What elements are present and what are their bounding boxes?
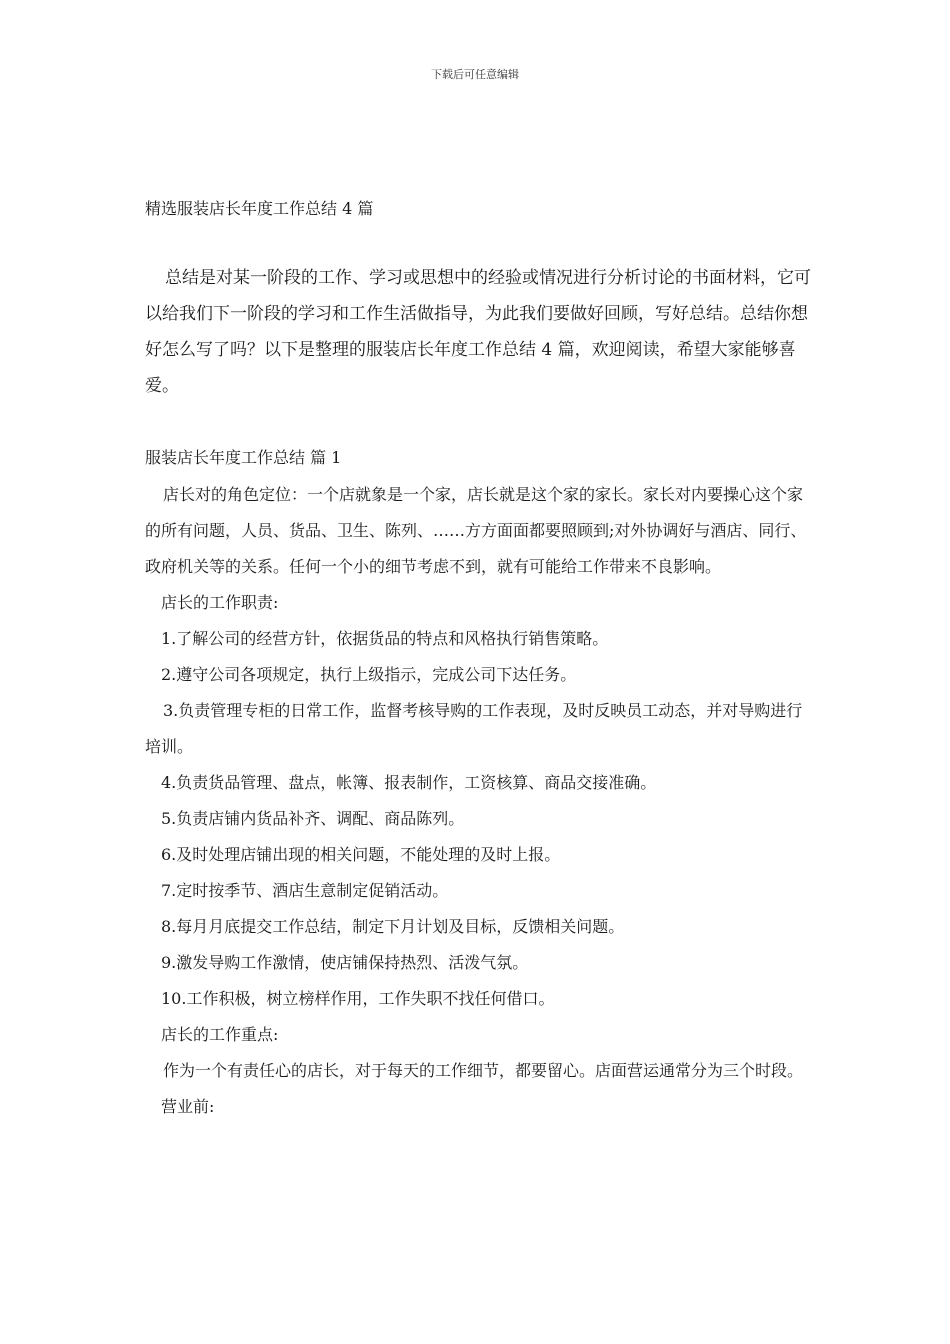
intro-paragraph: 总结是对某一阶段的工作、学习或思想中的经验或情况进行分析讨论的书面材料，它可以给我们下一阶段的学习和工作生活做指导，为此我们要做好回顾，写好总结。总结你想好怎么写了吗？以下是整理的服装店长年度工作总结 4 篇，欢迎阅读，希望大家能够喜爱。: [145, 268, 811, 396]
duty-item: 2.遵守公司各项规定，执行上级指示，完成公司下达任务。: [161, 665, 577, 684]
duty-item: 5.负责店铺内货品补齐、调配、商品陈列。: [161, 809, 465, 828]
focus-paragraph: 作为一个有责任心的店长，对于每天的工作细节，都要留心。店面营运通常分为三个时段。: [163, 1061, 804, 1080]
duty-item: 4.负责货品管理、盘点，帐簿、报表制作，工资核算、商品交接准确。: [161, 773, 657, 792]
duties-heading: 店长的工作职责:: [161, 593, 279, 612]
duty-item: 1.了解公司的经营方针，依据货品的特点和风格执行销售策略。: [161, 629, 609, 648]
duty-item: 6.及时处理店铺出现的相关问题，不能处理的及时上报。: [161, 845, 561, 864]
section-title: 服装店长年度工作总结 篇 1: [145, 448, 342, 467]
duty-item: 7.定时按季节、酒店生意制定促销活动。: [161, 881, 449, 900]
document-title: 精选服装店长年度工作总结 4 篇: [145, 199, 374, 218]
role-paragraph: 店长对的角色定位：一个店就象是一个家，店长就是这个家的家长。家长对内要操心这个家的所有问题，人员、货品、卫生、陈列、……方方面面都要照顾到;对外协调好与酒店、同行、政府机关等的关系。任何一个小的细节考虑不到，就有可能给工作带来不良影响。: [145, 485, 807, 576]
before-open-heading: 营业前:: [161, 1097, 215, 1116]
duty-item: 3.负责管理专柜的日常工作，监督考核导购的工作表现，及时反映员工动态，并对导购进行培训。: [145, 701, 803, 756]
section-body: [145, 477, 817, 1125]
duty-item: 8.每月月底提交工作总结，制定下月计划及目标，反馈相关问题。: [161, 917, 625, 936]
duty-item: 9.激发导购工作激情，使店铺保持热烈、活泼气氛。: [161, 953, 529, 972]
focus-heading: 店长的工作重点:: [161, 1025, 279, 1044]
duty-item: 10.工作积极，树立榜样作用，工作失职不找任何借口。: [161, 989, 555, 1008]
page-header-note: 下载后可任意编辑: [431, 68, 519, 81]
